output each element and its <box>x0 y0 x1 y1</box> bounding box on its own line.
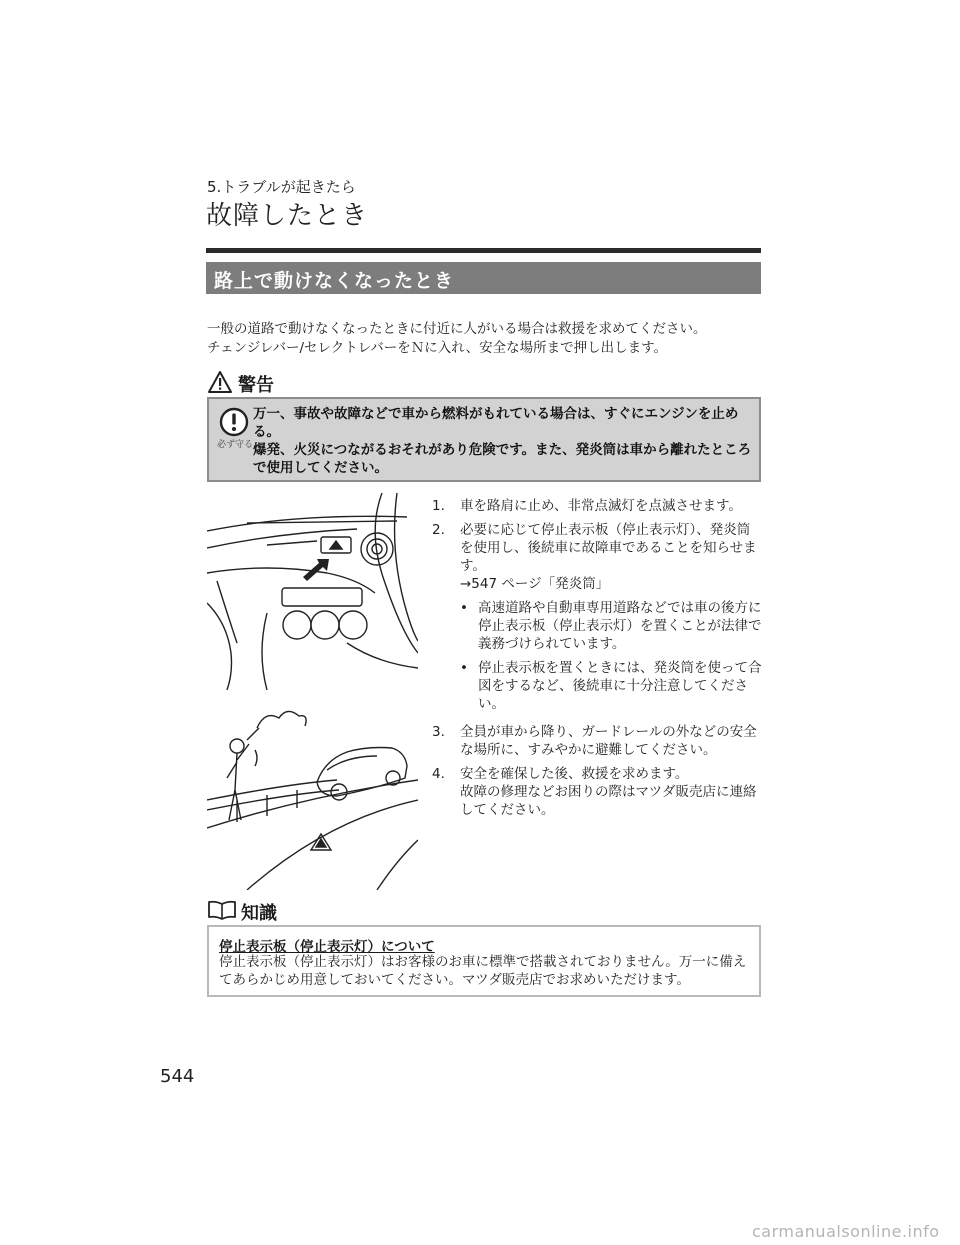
section-heading: 路上で動けなくなったとき <box>214 270 455 292</box>
step-text-continued: 故障の修理などお困りの際はマツダ販売店に連絡してください。 <box>460 784 757 818</box>
warning-box <box>207 397 761 482</box>
intro-line-1: 一般の道路で動けなくなったときに付近に人がいる場合は救援を求めてください。 <box>207 321 707 337</box>
step-item <box>432 521 762 713</box>
bullet-dot: • <box>460 660 468 676</box>
step-item <box>432 497 762 515</box>
bullet-dot: • <box>460 600 468 616</box>
book-icon <box>207 900 237 920</box>
knowledge-text: 停止表示板（停止表示灯）はお客様のお車に標準で搭載されておりません。万一に備えてあらかじめ用意しておいてください。マツダ販売店でお求めいただけます。 <box>219 954 747 988</box>
mandatory-icon <box>219 407 249 437</box>
steps-list <box>432 497 762 825</box>
chapter-label: 5.トラブルが起きたら <box>207 178 356 196</box>
knowledge-label: 知識 <box>241 903 277 924</box>
watermark: carmanualsonline.info <box>752 1222 940 1241</box>
step-text: 安全を確保した後、救援を求めます。 <box>460 766 689 782</box>
step-number: 3. <box>432 724 445 740</box>
roadside-evacuation-illustration <box>207 700 418 890</box>
page-number: 544 <box>160 1066 195 1087</box>
step-text: 車を路肩に止め、非常点滅灯を点滅させます。 <box>460 498 742 514</box>
bullet-item <box>460 599 762 653</box>
warning-label: 警告 <box>238 375 274 396</box>
section-heading-bar <box>206 262 761 294</box>
step-number: 1. <box>432 498 445 514</box>
step-text: 必要に応じて停止表示板（停止表示灯）、発炎筒を使用し、後続車に故障車であることを知らせます。 <box>460 522 757 574</box>
knowledge-box <box>207 925 761 997</box>
hazard-switch-illustration <box>207 493 418 690</box>
page-title: 故障したとき <box>206 201 369 231</box>
bullet-text: 停止表示板を置くときには、発炎筒を使って合図をするなど、後続車に十分注意してください。 <box>478 660 762 712</box>
bullet-text: 高速道路や自動車専用道路などでは車の後方に停止表示板（停止表示灯）を置くことが法律で義務づけられています。 <box>478 600 762 652</box>
step-number: 4. <box>432 766 445 782</box>
bullet-item <box>460 659 762 713</box>
page-reference: →547 ページ「発炎筒」 <box>460 576 610 592</box>
warning-line-2: 爆発、火災につながるおそれがあり危険です。また、発炎筒は車から離れたところで使用してください。 <box>253 442 752 476</box>
warning-text <box>253 405 753 477</box>
title-rule <box>206 248 761 253</box>
intro-line-2: チェンジレバー/セレクトレバーをＮに入れ、安全な場所まで押し出します。 <box>207 340 668 356</box>
step-number: 2. <box>432 522 445 538</box>
step-text: 全員が車から降り、ガードレールの外などの安全な場所に、すみやかに避難してください。 <box>460 724 757 758</box>
step-item <box>432 723 762 759</box>
warning-triangle-icon <box>207 370 233 394</box>
step-item <box>432 765 762 819</box>
warning-line-1: 万一、事故や故障などで車から燃料がもれている場合は、すぐにエンジンを止める。 <box>253 406 739 440</box>
knowledge-title: 停止表示板（停止表示灯）について <box>219 939 435 955</box>
mandatory-icon-label: 必ず守る <box>217 440 254 450</box>
intro-text <box>207 320 707 358</box>
